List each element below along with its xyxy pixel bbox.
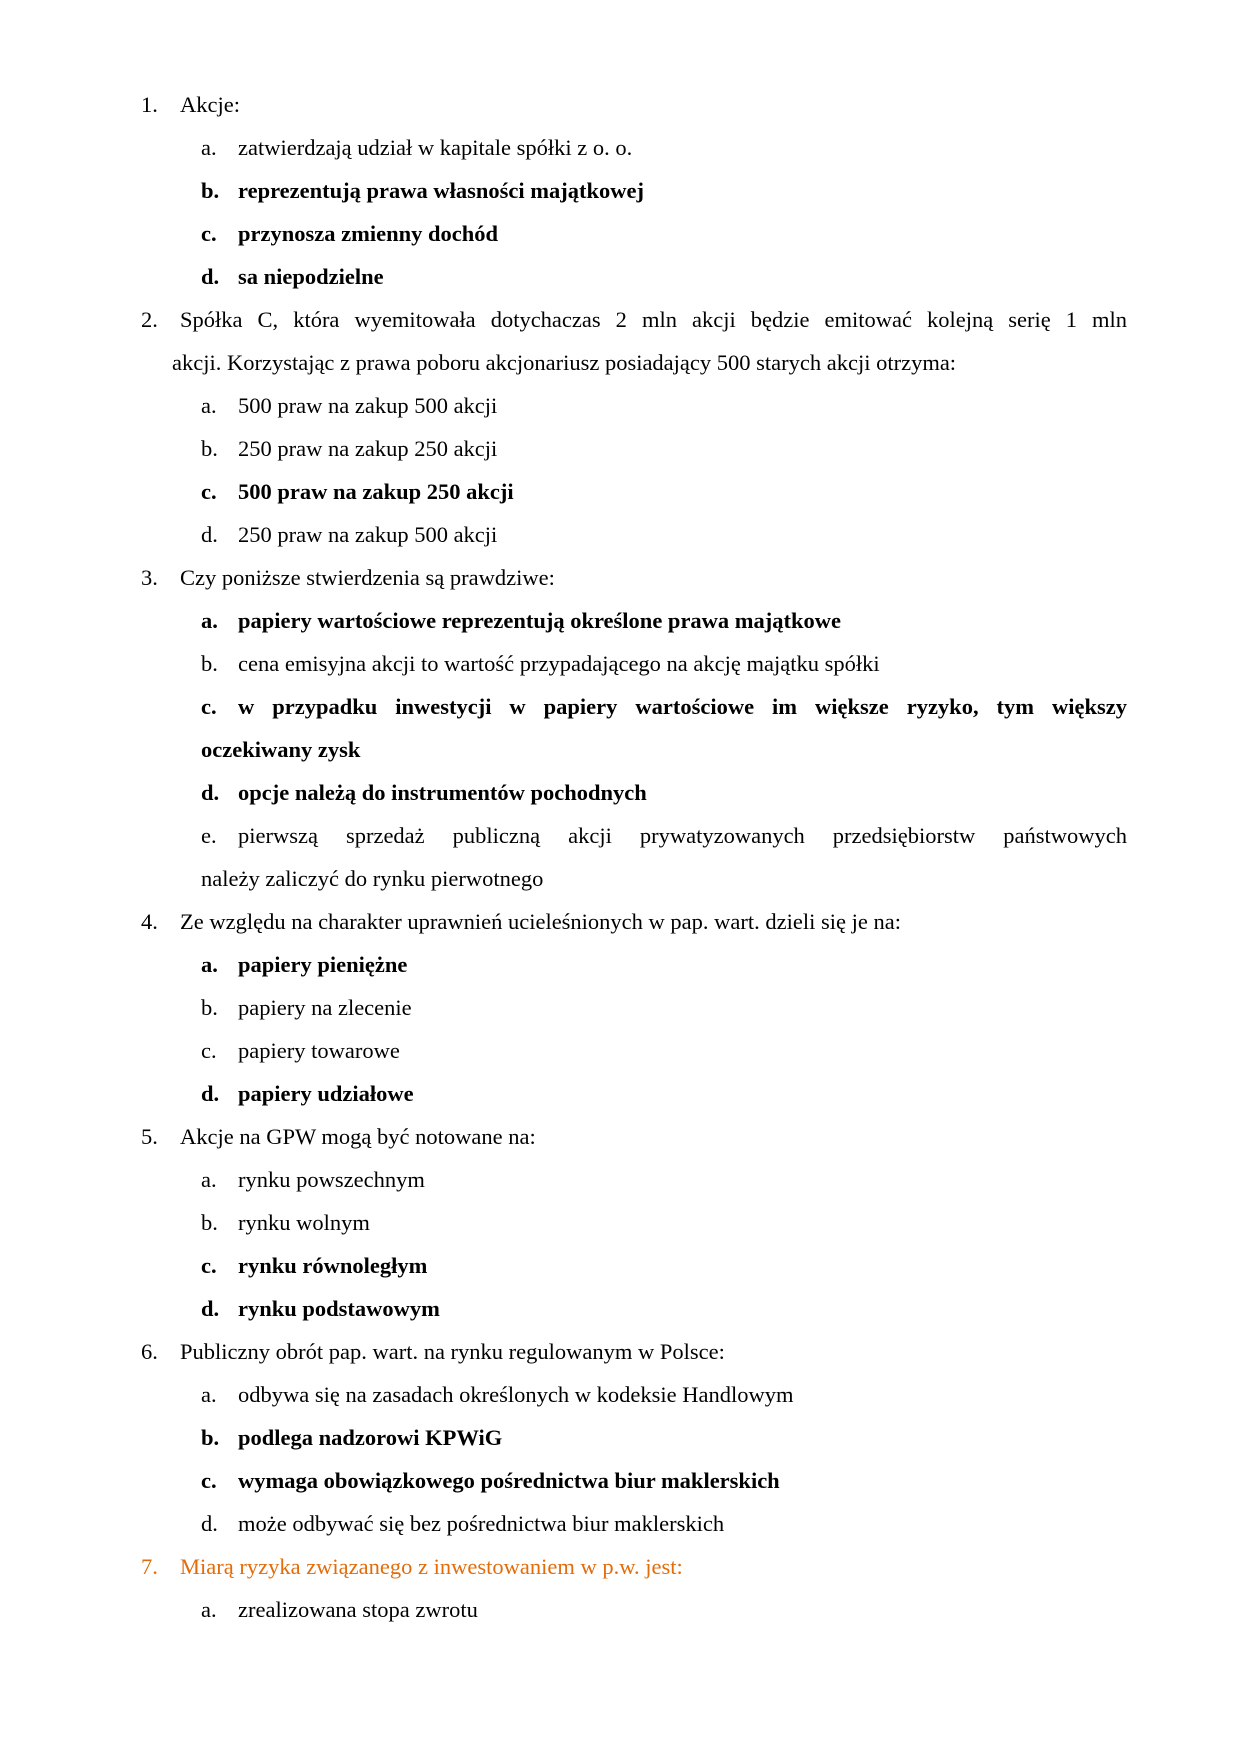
option-label: c. bbox=[201, 479, 217, 504]
option-text: papiery pieniężne bbox=[238, 952, 408, 977]
option-text: rynku wolnym bbox=[238, 1210, 370, 1235]
option-label: d. bbox=[201, 522, 218, 547]
option-text: 250 praw na zakup 500 akcji bbox=[238, 522, 498, 547]
option-label: d. bbox=[201, 1296, 220, 1321]
option-text: wymaga obowiązkowego pośrednictwa biur maklerskich bbox=[238, 1468, 780, 1493]
option-text: może odbywać się bez pośrednictwa biur maklerskich bbox=[238, 1511, 725, 1536]
option-text: reprezentują prawa własności majątkowej bbox=[238, 178, 644, 203]
question-text: Czy poniższe stwierdzenia są prawdziwe: bbox=[180, 565, 555, 590]
option-label: c. bbox=[201, 694, 217, 719]
question-text: Miarą ryzyka związanego z inwestowaniem w p.w. jest: bbox=[180, 1554, 683, 1579]
option-text: rynku powszechnym bbox=[238, 1167, 425, 1192]
option-text-line1: w przypadku inwestycji w papiery wartościowe im większe ryzyko, tym większy bbox=[238, 694, 1127, 719]
option-text: podlega nadzorowi KPWiG bbox=[238, 1425, 503, 1450]
option-text: papiery wartościowe reprezentują określone prawa majątkowe bbox=[238, 608, 842, 633]
question-text: Akcje: bbox=[180, 92, 240, 117]
option-label: c. bbox=[201, 1468, 217, 1493]
option-text: opcje należą do instrumentów pochodnych bbox=[238, 780, 647, 805]
option-label: a. bbox=[201, 1382, 217, 1407]
option-text: 250 praw na zakup 250 akcji bbox=[238, 436, 498, 461]
option-label: d. bbox=[201, 264, 220, 289]
option-label: a. bbox=[201, 135, 217, 160]
option-label: c. bbox=[201, 1253, 217, 1278]
option-text-line2: należy zaliczyć do rynku pierwotnego bbox=[201, 866, 544, 891]
option-text-line2: oczekiwany zysk bbox=[201, 737, 361, 762]
question-number: 1. bbox=[141, 92, 158, 117]
option-text: cena emisyjna akcji to wartość przypadającego na akcję majątku spółki bbox=[238, 651, 880, 676]
option-text: przynosza zmienny dochód bbox=[238, 221, 499, 246]
question-text: Akcje na GPW mogą być notowane na: bbox=[180, 1124, 536, 1149]
option-text: sa niepodzielne bbox=[238, 264, 384, 289]
option-text: 500 praw na zakup 250 akcji bbox=[238, 479, 514, 504]
option-label: a. bbox=[201, 1597, 217, 1622]
option-text: rynku równoległym bbox=[238, 1253, 428, 1278]
question-text-line2: akcji. Korzystając z prawa poboru akcjonariusz posiadający 500 starych akcji otrzyma: bbox=[172, 350, 957, 375]
option-text: zrealizowana stopa zwrotu bbox=[238, 1597, 478, 1622]
option-label: a. bbox=[201, 1167, 217, 1192]
option-label: b. bbox=[201, 1210, 218, 1235]
question-text: Ze względu na charakter uprawnień ucieleśnionych w pap. wart. dzieli się je na: bbox=[180, 909, 901, 934]
option-label: d. bbox=[201, 1511, 218, 1536]
option-text: 500 praw na zakup 500 akcji bbox=[238, 393, 498, 418]
question-number: 2. bbox=[141, 307, 158, 332]
option-label: a. bbox=[201, 393, 217, 418]
question-number: 5. bbox=[141, 1124, 158, 1149]
option-label: b. bbox=[201, 1425, 220, 1450]
question-text-line1: Spółka C, która wyemitowała dotychaczas 2 mln akcji będzie emitować kolejną serię 1 mln bbox=[180, 307, 1127, 332]
option-text: papiery udziałowe bbox=[238, 1081, 414, 1106]
question-number: 3. bbox=[141, 565, 158, 590]
option-label: c. bbox=[201, 221, 217, 246]
question-text: Publiczny obrót pap. wart. na rynku regulowanym w Polsce: bbox=[180, 1339, 725, 1364]
option-label: b. bbox=[201, 436, 218, 461]
option-label: b. bbox=[201, 178, 220, 203]
option-label: d. bbox=[201, 1081, 220, 1106]
option-label: e. bbox=[201, 823, 217, 848]
option-text: zatwierdzają udział w kapitale spółki z o. o. bbox=[238, 135, 633, 160]
option-text: papiery towarowe bbox=[238, 1038, 400, 1063]
option-text-line1: pierwszą sprzedaż publiczną akcji prywatyzowanych przedsiębiorstw państwowych bbox=[238, 823, 1127, 848]
option-label: d. bbox=[201, 780, 220, 805]
option-label: b. bbox=[201, 651, 218, 676]
question-number: 6. bbox=[141, 1339, 158, 1364]
question-number: 4. bbox=[141, 909, 158, 934]
option-label: c. bbox=[201, 1038, 217, 1063]
option-label: a. bbox=[201, 952, 218, 977]
option-text: papiery na zlecenie bbox=[238, 995, 412, 1020]
option-label: a. bbox=[201, 608, 218, 633]
option-label: b. bbox=[201, 995, 218, 1020]
option-text: rynku podstawowym bbox=[238, 1296, 440, 1321]
option-text: odbywa się na zasadach określonych w kodeksie Handlowym bbox=[238, 1382, 794, 1407]
question-number: 7. bbox=[141, 1554, 158, 1579]
